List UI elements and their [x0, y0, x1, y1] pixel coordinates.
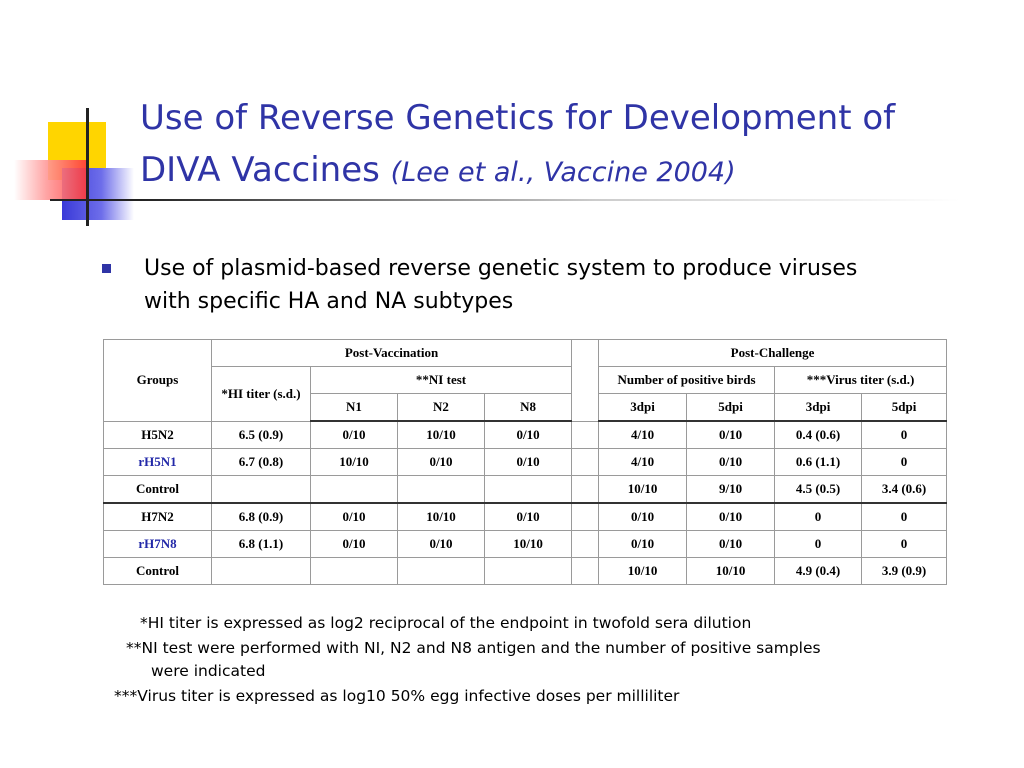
- cell-spacer: [572, 531, 599, 558]
- cell-vt5: 0: [862, 531, 947, 558]
- cell-group: H5N2: [104, 421, 212, 449]
- cell-n1: 10/10: [311, 449, 398, 476]
- cell-n8: [485, 476, 572, 504]
- cell-vt5: 0: [862, 503, 947, 531]
- cell-hi: 6.7 (0.8): [212, 449, 311, 476]
- cell-pb5: 0/10: [687, 531, 775, 558]
- cell-n1: 0/10: [311, 503, 398, 531]
- decor-vertical-line: [86, 108, 89, 226]
- header-pb-3dpi: 3dpi: [599, 394, 687, 422]
- header-n2: N2: [398, 394, 485, 422]
- cell-pb5: 0/10: [687, 421, 775, 449]
- slide-title: [140, 92, 980, 199]
- bullet-text: [144, 252, 964, 318]
- cell-pb3: 10/10: [599, 558, 687, 585]
- footnote-ni-line2: were indicated: [151, 662, 266, 680]
- spacer-column: [572, 340, 599, 422]
- cell-spacer: [572, 503, 599, 531]
- table-row: [104, 421, 947, 449]
- cell-group: Control: [104, 558, 212, 585]
- bullet-line1: Use of plasmid-based reverse genetic system to produce viruses: [144, 256, 858, 281]
- cell-n1: 0/10: [311, 421, 398, 449]
- cell-group: Control: [104, 476, 212, 504]
- header-post-vaccination: Post-Vaccination: [212, 340, 572, 367]
- cell-n1: [311, 558, 398, 585]
- cell-vt3: 0.4 (0.6): [775, 421, 862, 449]
- header-hi-titer: *HI titer (s.d.): [212, 367, 311, 422]
- cell-n2: 0/10: [398, 531, 485, 558]
- header-pb-5dpi: 5dpi: [687, 394, 775, 422]
- cell-n1: 0/10: [311, 531, 398, 558]
- cell-n8: 10/10: [485, 531, 572, 558]
- decor-red-bar: [14, 160, 86, 200]
- cell-pb3: 10/10: [599, 476, 687, 504]
- title-paren: (: [390, 157, 402, 188]
- cell-hi: 6.5 (0.9): [212, 421, 311, 449]
- header-ni-test: **NI test: [311, 367, 572, 394]
- cell-pb5: 10/10: [687, 558, 775, 585]
- header-vt-3dpi: 3dpi: [775, 394, 862, 422]
- cell-n2: [398, 558, 485, 585]
- cell-n1: [311, 476, 398, 504]
- cell-n8: 0/10: [485, 421, 572, 449]
- header-virus-titer: ***Virus titer (s.d.): [775, 367, 947, 394]
- cell-pb5: 0/10: [687, 503, 775, 531]
- cell-hi: 6.8 (0.9): [212, 503, 311, 531]
- table-row: [104, 558, 947, 585]
- cell-pb3: 4/10: [599, 449, 687, 476]
- cell-pb3: 4/10: [599, 421, 687, 449]
- bullet-square-icon: [102, 264, 111, 273]
- results-table: [103, 339, 947, 585]
- cell-spacer: [572, 476, 599, 504]
- title-citation: Lee et al., Vaccine 2004): [401, 157, 736, 188]
- header-vt-5dpi: 5dpi: [862, 394, 947, 422]
- cell-spacer: [572, 449, 599, 476]
- cell-hi: 6.8 (1.1): [212, 531, 311, 558]
- cell-vt3: 0: [775, 531, 862, 558]
- cell-vt5: 3.4 (0.6): [862, 476, 947, 504]
- header-n1: N1: [311, 394, 398, 422]
- footnote-ni-line1: **NI test were performed with NI, N2 and N8 antigen and the number of positive samples: [126, 639, 821, 657]
- cell-vt3: 0.6 (1.1): [775, 449, 862, 476]
- cell-hi: [212, 476, 311, 504]
- decor-horizontal-line: [50, 199, 960, 201]
- title-line1: Use of Reverse Genetics for Development of: [140, 98, 896, 138]
- title-line2: DIVA Vaccines: [140, 150, 380, 190]
- table-row: [104, 503, 947, 531]
- cell-spacer: [572, 558, 599, 585]
- cell-pb5: 9/10: [687, 476, 775, 504]
- cell-group: rH5N1: [104, 449, 212, 476]
- cell-vt5: 3.9 (0.9): [862, 558, 947, 585]
- cell-n2: [398, 476, 485, 504]
- header-n8: N8: [485, 394, 572, 422]
- cell-vt3: 4.5 (0.5): [775, 476, 862, 504]
- cell-spacer: [572, 421, 599, 449]
- cell-n8: 0/10: [485, 449, 572, 476]
- cell-pb3: 0/10: [599, 531, 687, 558]
- cell-vt3: 4.9 (0.4): [775, 558, 862, 585]
- bullet-line2: with specific HA and NA subtypes: [144, 289, 514, 314]
- cell-n2: 10/10: [398, 503, 485, 531]
- cell-pb5: 0/10: [687, 449, 775, 476]
- cell-n2: 10/10: [398, 421, 485, 449]
- header-positive-birds: Number of positive birds: [599, 367, 775, 394]
- cell-pb3: 0/10: [599, 503, 687, 531]
- table-row: [104, 449, 947, 476]
- cell-vt5: 0: [862, 421, 947, 449]
- footnote-hi: *HI titer is expressed as log2 reciprocal of the endpoint in twofold sera dilution: [140, 614, 752, 632]
- header-groups: Groups: [104, 340, 212, 422]
- cell-group: rH7N8: [104, 531, 212, 558]
- cell-vt5: 0: [862, 449, 947, 476]
- cell-n8: 0/10: [485, 503, 572, 531]
- header-post-challenge: Post-Challenge: [599, 340, 947, 367]
- table-row: [104, 476, 947, 504]
- cell-group: H7N2: [104, 503, 212, 531]
- table-row: [104, 531, 947, 558]
- cell-n2: 0/10: [398, 449, 485, 476]
- cell-hi: [212, 558, 311, 585]
- footnote-virus: ***Virus titer is expressed as log10 50% egg infective doses per milliliter: [114, 687, 680, 705]
- cell-n8: [485, 558, 572, 585]
- cell-vt3: 0: [775, 503, 862, 531]
